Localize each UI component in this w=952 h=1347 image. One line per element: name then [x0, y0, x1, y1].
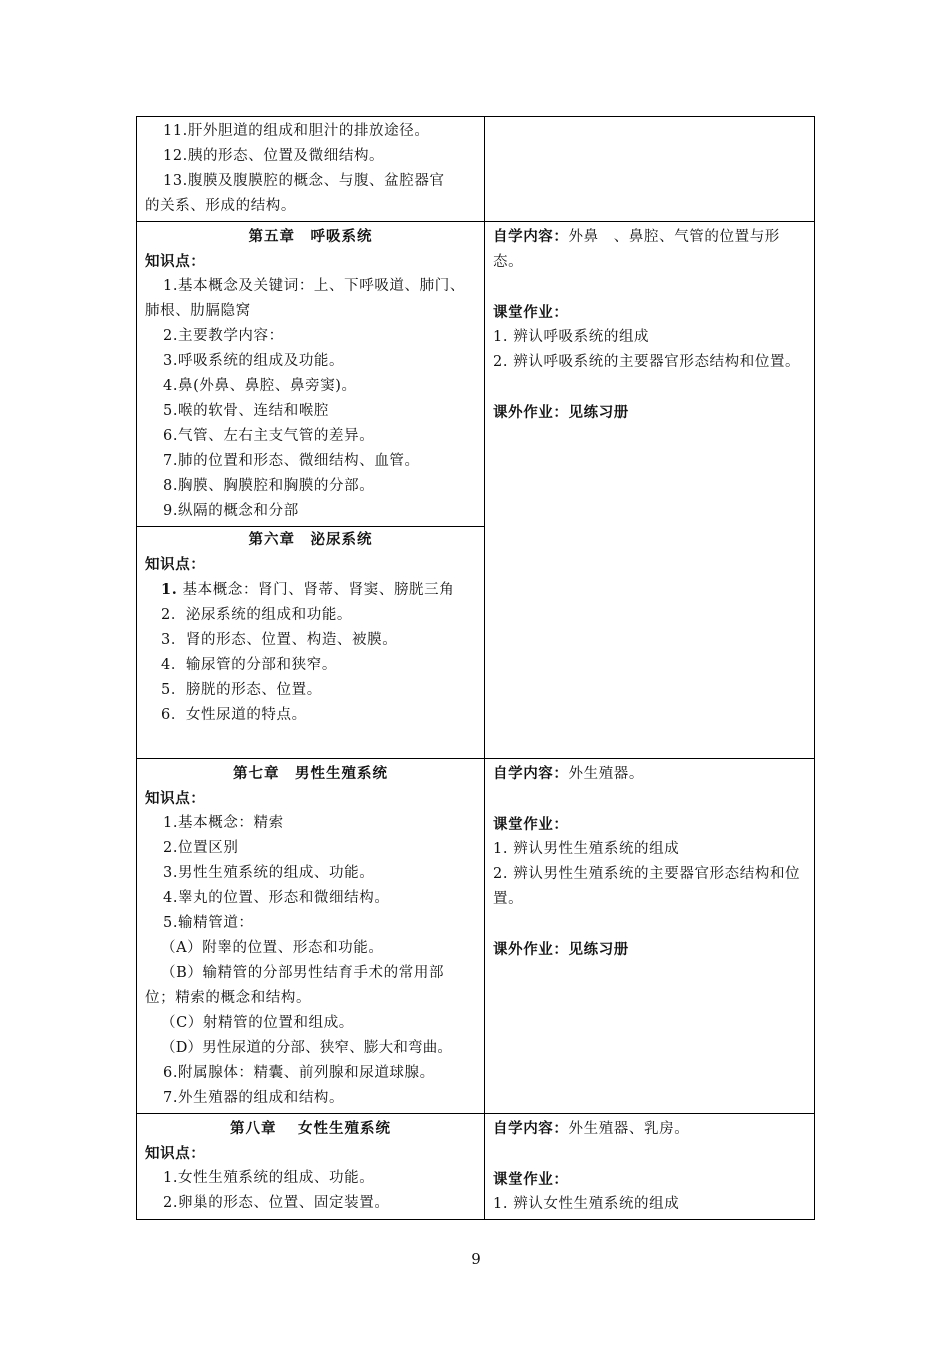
knowledge-item: 1.基本概念及关键词：上、下呼吸道、肺门、: [163, 278, 465, 294]
knowledge-item: 2.位置区别: [163, 840, 239, 856]
knowledge-item: 13.腹膜及腹膜腔的概念、与腹、盆腔器官: [163, 173, 445, 189]
knowledge-item: 12.胰的形态、位置及微细结构。: [163, 148, 385, 164]
knowledge-item: 11.肝外胆道的组成和胆汁的排放途径。: [163, 123, 430, 139]
chapter-title: 第六章 泌尿系统: [248, 531, 373, 548]
item-number: 1.: [161, 581, 178, 598]
knowledge-item: 2.主要教学内容：: [163, 328, 284, 344]
self-study-text: 外生殖器、乳房。: [568, 1121, 690, 1137]
table-row: [137, 759, 815, 1114]
knowledge-item: 8.胸膜、胸膜腔和胸膜的分部。: [163, 478, 375, 494]
knowledge-item: 5.喉的软骨、连结和喉腔: [163, 403, 330, 419]
knowledge-item: 2.卵巢的形态、位置、固定装置。: [163, 1195, 390, 1211]
task-cell: [485, 1114, 815, 1220]
task-cell: [485, 117, 815, 222]
knowledge-item: 2．泌尿系统的组成和功能。: [161, 607, 353, 623]
self-study-label: 自学内容：: [493, 765, 569, 782]
spacer: [493, 787, 806, 812]
content-cell: [137, 759, 485, 1114]
self-study-label: 自学内容：: [493, 1120, 569, 1137]
section-divider: [137, 526, 484, 552]
knowledge-item: （D）男性尿道的分部、狭窄、膨大和弯曲。: [161, 1040, 453, 1056]
chapter-title: 第八章 女性生殖系统: [229, 1120, 392, 1137]
self-study-label: 自学内容：: [493, 228, 569, 245]
knowledge-item: 的关系、形成的结构。: [145, 198, 296, 214]
knowledge-item: 6.气管、左右主支气管的差异。: [163, 428, 375, 444]
item-text: 基本概念：肾门、肾蒂、肾窦、膀胱三角: [177, 582, 455, 598]
knowledge-item: 肺根、肋膈隐窝: [145, 303, 251, 319]
class-work-label: 课堂作业：: [493, 816, 569, 833]
class-work-item: 2. 辨认男性生殖系统的主要器官形态结构和位置。: [493, 866, 801, 907]
spacer: [493, 1142, 806, 1167]
knowledge-item: 4.鼻(外鼻、鼻腔、鼻旁窦)。: [163, 378, 357, 394]
self-study: [493, 1116, 806, 1142]
class-work-item: 1. 辨认呼吸系统的组成: [493, 329, 650, 345]
knowledge-item: （B）输精管的分部男性结育手术的常用部: [161, 965, 445, 981]
task-cell: [485, 759, 815, 1114]
task-cell: [485, 222, 815, 759]
chapter-title: 第七章 男性生殖系统: [233, 765, 388, 782]
self-study: [493, 224, 806, 275]
table-row: [137, 117, 815, 222]
spacer: [493, 912, 806, 937]
homework-label: 课外作业：见练习册: [493, 941, 629, 958]
syllabus-table: [136, 116, 815, 1220]
knowledge-label: 知识点：: [145, 790, 206, 807]
knowledge-item: （A）附睾的位置、形态和功能。: [161, 940, 384, 956]
knowledge-label: 知识点：: [145, 1145, 206, 1162]
knowledge-item: 3.男性生殖系统的组成、功能。: [163, 865, 375, 881]
knowledge-label: 知识点：: [145, 253, 206, 270]
page-number: 9: [471, 1250, 481, 1268]
knowledge-item: 4.睾丸的位置、形态和微细结构。: [163, 890, 390, 906]
content-cell: [137, 222, 485, 759]
knowledge-item: 1.基本概念：精索: [163, 815, 284, 831]
class-work-item: 1. 辨认女性生殖系统的组成: [493, 1196, 680, 1212]
knowledge-item: 4．输尿管的分部和狭窄。: [161, 657, 337, 673]
chapter-title: 第五章 呼吸系统: [248, 228, 373, 245]
knowledge-item: 9.纵隔的概念和分部: [163, 503, 299, 519]
knowledge-item: 7.肺的位置和形态、微细结构、血管。: [163, 453, 420, 469]
knowledge-item: 位；精索的概念和结构。: [145, 990, 312, 1006]
table-row: [137, 1114, 815, 1220]
self-study: [493, 761, 806, 787]
knowledge-item: [145, 577, 476, 603]
knowledge-item: 6.附属腺体：精囊、前列腺和尿道球腺。: [163, 1065, 435, 1081]
knowledge-label: 知识点：: [145, 556, 206, 573]
table-row: [137, 222, 815, 759]
knowledge-item: （C）射精管的位置和组成。: [161, 1015, 354, 1031]
content-cell: [137, 117, 485, 222]
homework-label: 课外作业：见练习册: [493, 404, 629, 421]
self-study-text: 外生殖器。: [568, 766, 644, 782]
knowledge-item: 5.输精管道：: [163, 915, 254, 931]
class-work-label: 课堂作业：: [493, 304, 569, 321]
spacer: [493, 275, 806, 300]
self-study-text: 外鼻 、鼻腔、气管的位置与形态。: [493, 229, 780, 270]
spacer: [493, 375, 806, 400]
class-work-item: 1. 辨认男性生殖系统的组成: [493, 841, 680, 857]
knowledge-item: 5．膀胱的形态、位置。: [161, 682, 322, 698]
knowledge-item: 6．女性尿道的特点。: [161, 707, 307, 723]
class-work-label: 课堂作业：: [493, 1171, 569, 1188]
knowledge-item: 7.外生殖器的组成和结构。: [163, 1090, 345, 1106]
knowledge-item: 3．肾的形态、位置、构造、被膜。: [161, 632, 398, 648]
class-work-item: 2. 辨认呼吸系统的主要器官形态结构和位置。: [493, 354, 801, 370]
knowledge-item: 1.女性生殖系统的组成、功能。: [163, 1170, 375, 1186]
knowledge-item: 3.呼吸系统的组成及功能。: [163, 353, 345, 369]
content-cell: [137, 1114, 485, 1220]
